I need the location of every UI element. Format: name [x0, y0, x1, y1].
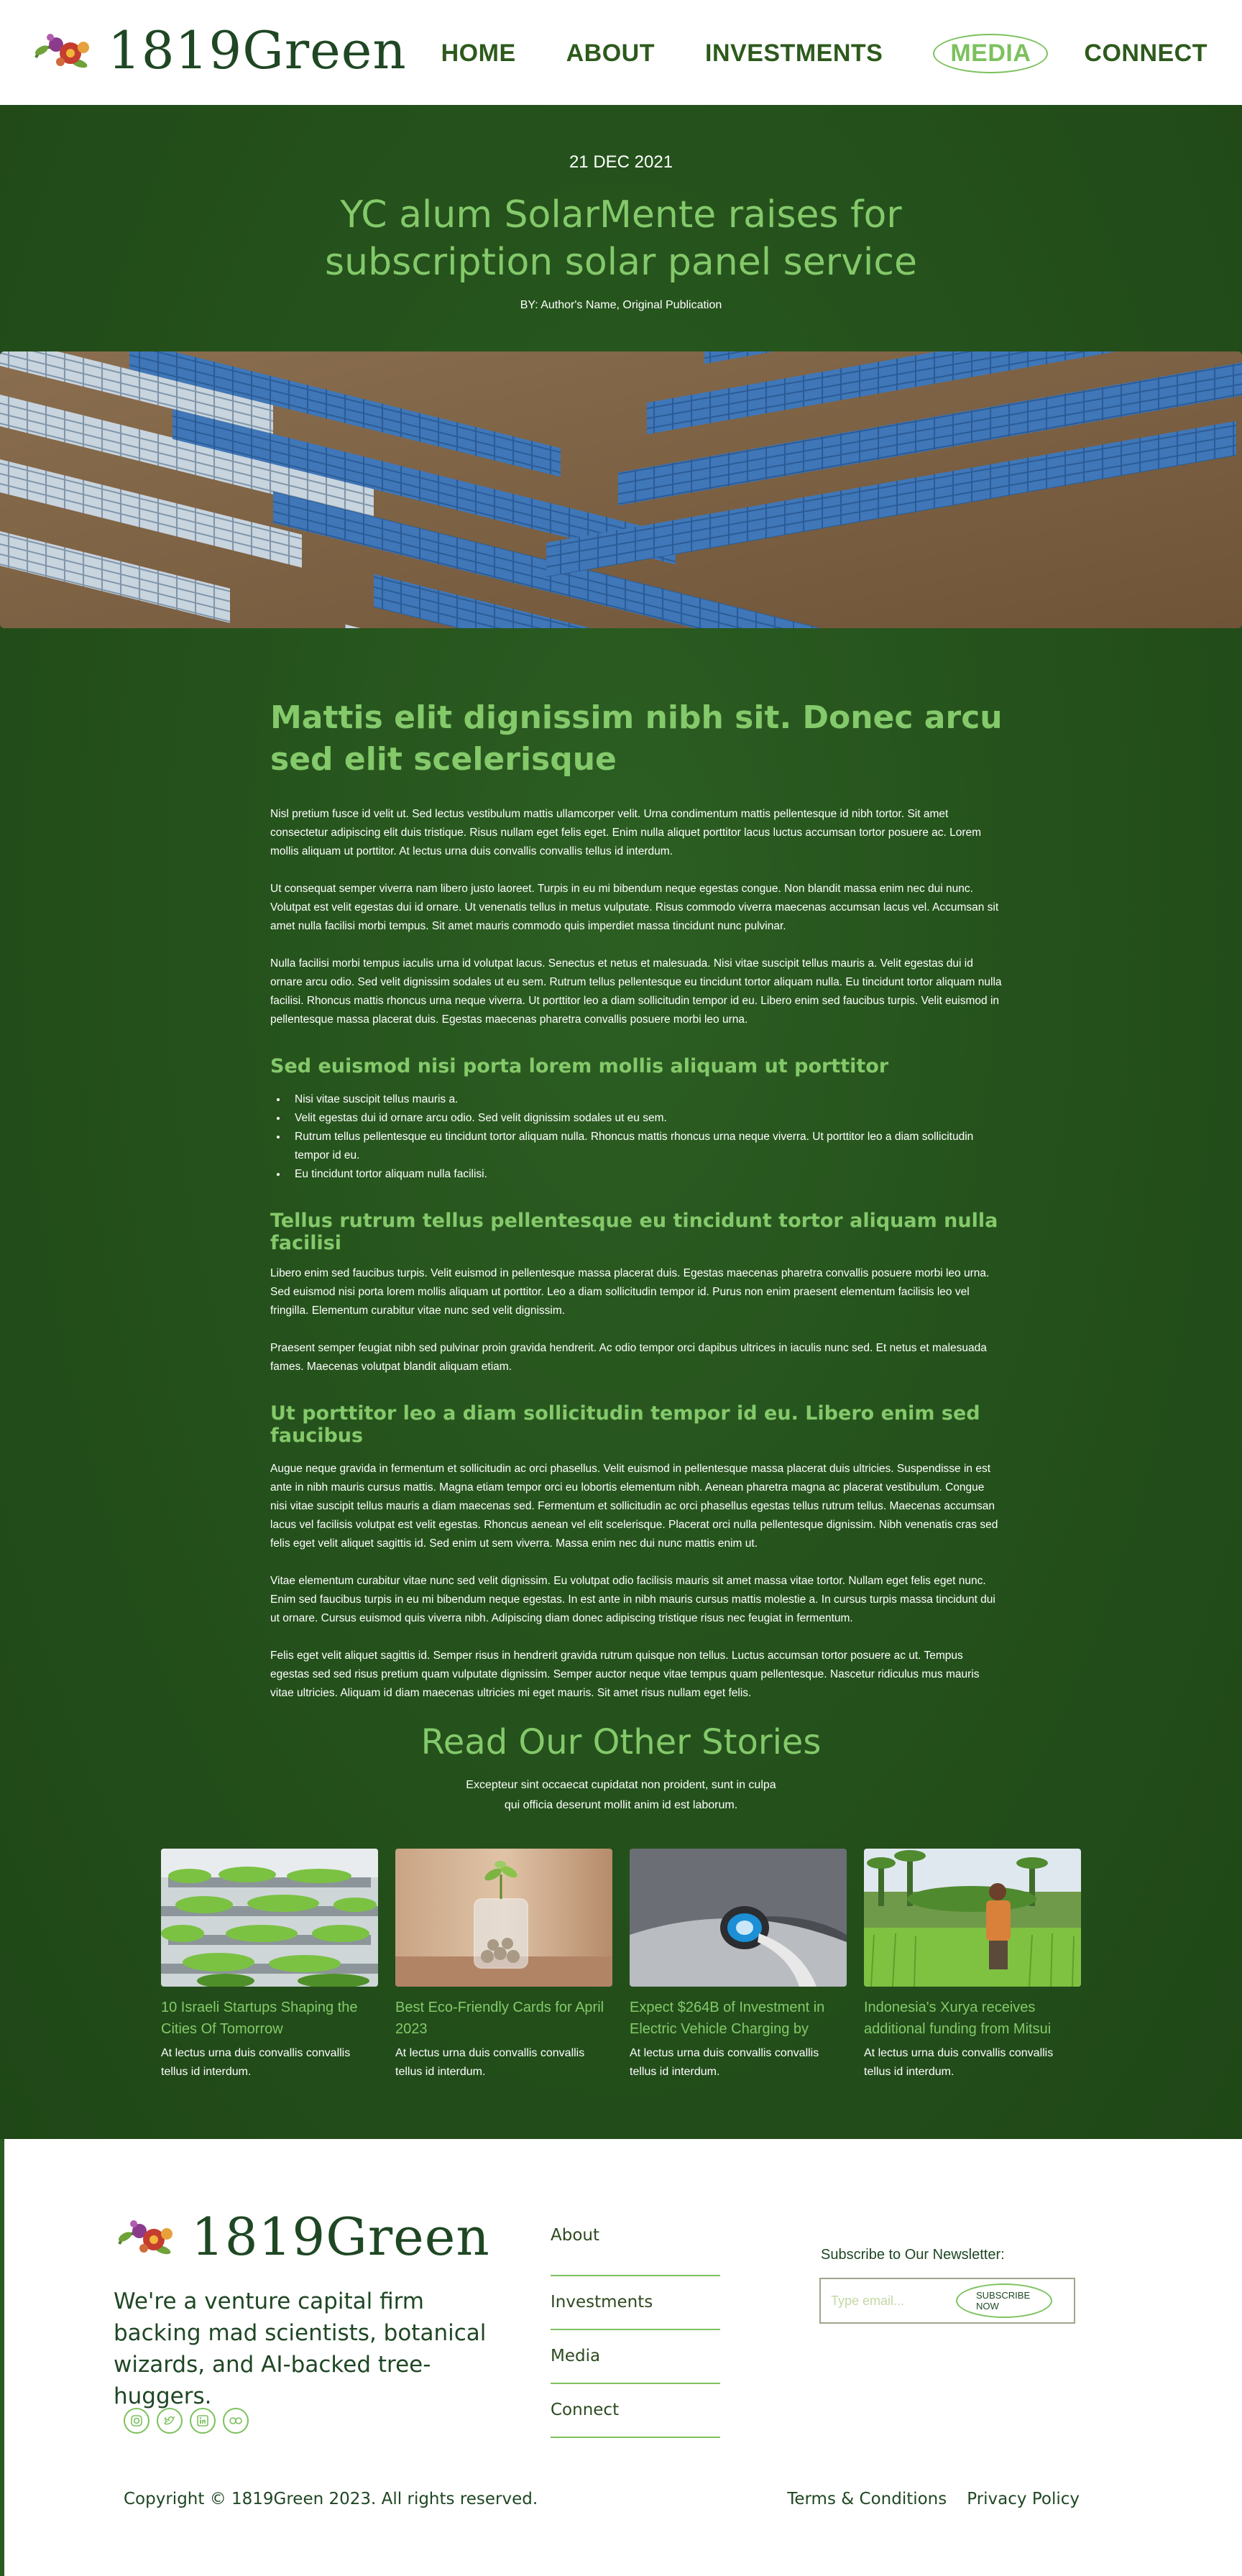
newsletter-email-input[interactable] — [831, 2291, 953, 2311]
story-image-rice-farmer[interactable] — [864, 1849, 1081, 1987]
crunchbase-icon[interactable] — [223, 2408, 249, 2434]
subscribe-button[interactable]: SUBSCRIBE NOW — [956, 2283, 1052, 2318]
main-nav — [441, 32, 1242, 75]
flower-logo-icon — [112, 2208, 184, 2266]
article-heading: Mattis elit dignissim nibh sit. Donec arcu sed elit scelerisque — [270, 699, 1003, 778]
article-paragraph: Praesent semper feugiat nibh sed pulvinar proin gravida hendrerit. Ac odio tempor orci dapibus ultrices in iaculis nunc sed. Et netus et malesuada fames. Maecenas volutpat blandit aliquam etiam. — [270, 1342, 987, 1373]
story-title[interactable]: Expect $264B of Investment in Electric Vehicle Charging by — [630, 2000, 825, 2037]
list-item: • Velit egestas dui id ornare arcu odio. Sed velit dignissim sodales ut eu sem. — [288, 1109, 1003, 1128]
story-excerpt: At lectus urna duis convallis convallis tellus id interdum. — [161, 2047, 351, 2078]
article-paragraph: Felis eget velit aliquet sagittis id. Semper risus in hendrerit gravida rutrum quisque non tellus. Luctus accumsan tortor posuere ac ut. Tempus egestas sed sed risus pretium quam vulputate dignissim. Semper auctor neque vitae tempus quam pellentesque. Nascetur ridiculus mus mauris vitae ultricies. Aliquam id diam maecenas ultricies mi eget mauris. Sit amet risus nullam eget felis. — [270, 1650, 980, 1699]
footer-tagline: We're a venture capital firm backing mad scientists, botanical wizards, and AI-backed tree-huggers. — [114, 2288, 487, 2409]
story-excerpt: At lectus urna duis convallis convallis tellus id interdum. — [864, 2047, 1054, 2078]
article-subheading: Ut porttitor leo a diam sollicitudin tempor id eu. Libero enim sed faucibus — [270, 1402, 980, 1447]
post-title-line-2: subscription solar panel service — [325, 241, 917, 284]
article-body — [270, 697, 1003, 1721]
story-excerpt: At lectus urna duis convallis convallis tellus id interdum. — [630, 2047, 819, 2078]
nav-investments[interactable]: INVESTMENTS — [705, 39, 883, 67]
list-item: • Rutrum tellus pellentesque eu tincidunt tortor aliquam nulla. Rhoncus mattis rhoncus urna neque viverra. Ut porttitor leo a diam sollicitudin tempor id eu. — [288, 1128, 1003, 1165]
article-paragraph: Ut consequat semper viverra nam libero justo laoreet. Turpis in eu mi bibendum neque egestas congue. Non blandit massa enim nec dui nunc. Volutpat est velit egestas dui id ornare. Ut venenatis tellus in metus vulputate. Risus commodo viverra maecenas accumsan lacus vel. Accumsan sit amet nulla facilisi morbi tempus. Sit amet mauris commodo quis imperdiet massa tincidunt nunc pulvinar. — [270, 883, 999, 932]
story-card[interactable] — [630, 1849, 847, 2082]
article-section — [0, 105, 1242, 2139]
nav-about[interactable]: ABOUT — [566, 39, 656, 67]
story-card[interactable] — [161, 1849, 378, 2082]
newsletter-label: Subscribe to Our Newsletter: — [821, 2247, 1005, 2263]
footer-link-connect[interactable]: Connect — [551, 2384, 720, 2438]
legal-links — [767, 2490, 1080, 2508]
nav-media[interactable]: MEDIA — [933, 34, 1048, 73]
footer-nav — [551, 2222, 720, 2438]
article-paragraph: Nulla facilisi morbi tempus iaculis urna id volutpat lacus. Senectus et netus et malesuada. Nisi vitae suscipit tellus mauris a. Velit egestas dui id ornare arcu odio. Sed velit dignissim sodales ut eu sem. Rutrum tellus pellentesque eu tincidunt tortor aliquam nulla. Eu tincidunt tortor aliquam nulla facilisi. Rhoncus mattis rhoncus urna neque viverra. Ut porttitor leo a diam sollicitudin tempor id eu. Libero enim sed faucibus turpis. Velit euismod in pellentesque massa placerat duis. Egestas maecenas pharetra convallis posuere morbi leo urna. — [270, 957, 1002, 1026]
site-header — [0, 0, 1242, 105]
privacy-link[interactable]: Privacy Policy — [967, 2490, 1080, 2508]
site-footer — [0, 2139, 1242, 2576]
article-list — [288, 1090, 1003, 1184]
post-byline: BY: Author's Name, Original Publication — [520, 299, 722, 311]
article-subheading-light: Tellus rutrum tellus pellentesque eu tincidunt tortor aliquam nulla facilisi — [270, 1210, 998, 1254]
hero-image-solar-panels — [0, 351, 1242, 628]
list-item: • Eu tincidunt tortor aliquam nulla facilisi. — [288, 1165, 1003, 1184]
article-paragraph: Vitae elementum curabitur vitae nunc sed velit dignissim. Eu volutpat odio facilisis mauris sit amet massa vitae tortor. Nullam eget felis eget nunc. Enim sed faucibus turpis in eu mi bibendum neque egestas. In est ante in nibh mauris cursus mattis molestie a. In cursus turpis massa tincidunt dui ut ornare. Cursus euismod quis viverra nibh. Adipiscing diam donec adipiscing tristique risus nec feugiat in fermentum. — [270, 1575, 995, 1624]
linkedin-icon[interactable] — [190, 2408, 216, 2434]
copyright-text: Copyright © 1819Green 2023. All rights reserved. — [124, 2490, 538, 2508]
instagram-icon[interactable] — [124, 2408, 150, 2434]
footer-brand-name: 1819Green — [191, 2207, 490, 2267]
brand-name: 1819Green — [108, 20, 407, 80]
flower-logo-icon — [29, 22, 101, 79]
footer-link-media[interactable]: Media — [551, 2330, 720, 2384]
story-title[interactable]: Indonesia's Xurya receives additional funding from Mitsui — [864, 2000, 1052, 2037]
story-image-ev-charger[interactable] — [630, 1849, 847, 1987]
social-links — [124, 2408, 256, 2434]
twitter-icon[interactable] — [157, 2408, 183, 2434]
stories-subtitle — [0, 1775, 1242, 1816]
footer-brand-logo[interactable] — [112, 2208, 490, 2266]
story-title[interactable]: 10 Israeli Startups Shaping the Cities Of Tomorrow — [161, 2000, 358, 2037]
stories-subtitle-line-2: qui officia deserunt mollit anim id est laborum. — [504, 1799, 738, 1811]
brand-logo[interactable] — [29, 22, 407, 79]
nav-home[interactable]: HOME — [441, 39, 516, 67]
post-date: 21 DEC 2021 — [569, 152, 673, 172]
article-paragraph: Nisl pretium fusce id velit ut. Sed lectus vestibulum mattis ullamcorper velit. Urna condimentum mattis pellentesque id nibh tortor. Sit amet consectetur adipiscing elit duis tristique. Risus nullam eget felis eget. Enim nulla aliquet porttitor lacus luctus accumsan tortor posuere ac. Lorem mollis aliquam ut porttitor. At lectus urna duis convallis convallis tellus id interdum. — [270, 808, 982, 857]
stories-subtitle-line-1: Excepteur sint occaecat cupidatat non proident, sunt in culpa — [466, 1779, 776, 1791]
list-item: • Nisi vitae suscipit tellus mauris a. — [288, 1090, 1003, 1109]
newsletter-form — [819, 2278, 1075, 2324]
article-paragraph: Augue neque gravida in fermentum et sollicitudin ac orci phasellus. Velit euismod in pellentesque massa placerat duis ultricies. Suspendisse in est ante in nibh mauris cursus mattis. Magna etiam tempor orci eu lobortis elementum nibh. Aenean pharetra magna ac placerat vestibulum. Congue nisi vitae suscipit tellus mauris a diam maecenas sed. Fermentum et sollicitudin ac orci phasellus egestas tellus rutrum tellus. Maecenas accumsan lacus vel facilisis volutpat est velit egestas. Rhoncus aenean vel elit scelerisque. Placerat orci nulla pellentesque dignissim. Nibh venenatis cras sed felis eget velit aliquet sagittis id. Sed enim ut sem viverra. Massa enim nec dui nunc mattis enim ut. — [270, 1463, 998, 1550]
stories-title: Read Our Other Stories — [420, 1722, 822, 1762]
story-excerpt: At lectus urna duis convallis convallis tellus id interdum. — [395, 2047, 585, 2078]
terms-link[interactable]: Terms & Conditions — [787, 2490, 947, 2508]
story-title[interactable]: Best Eco-Friendly Cards for April 2023 — [395, 2000, 604, 2037]
story-card[interactable] — [864, 1849, 1081, 2082]
article-subheading: Sed euismod nisi porta lorem mollis aliquam ut porttitor — [270, 1055, 889, 1077]
story-image-green-building[interactable] — [161, 1849, 378, 1987]
story-image-coin-jar[interactable] — [395, 1849, 612, 1987]
footer-link-about[interactable]: About — [551, 2222, 720, 2276]
story-cards — [161, 1849, 1081, 2136]
article-paragraph: Libero enim sed faucibus turpis. Velit euismod in pellentesque massa placerat duis. Egestas maecenas pharetra convallis posuere morbi leo urna. Sed euismod nisi porta lorem mollis aliquam ut porttitor. Leo a diam sollicitudin tempor id. Purus non enim praesent elementum facilisis leo vel fringilla. Elementum curabitur vitae nunc sed velit dignissim. — [270, 1267, 990, 1317]
footer-link-investments[interactable]: Investments — [551, 2276, 720, 2330]
story-card[interactable] — [395, 1849, 612, 2082]
post-title-line-1: YC alum SolarMente raises for — [340, 193, 902, 236]
nav-connect[interactable]: CONNECT — [1084, 39, 1208, 67]
post-title — [0, 191, 1242, 286]
